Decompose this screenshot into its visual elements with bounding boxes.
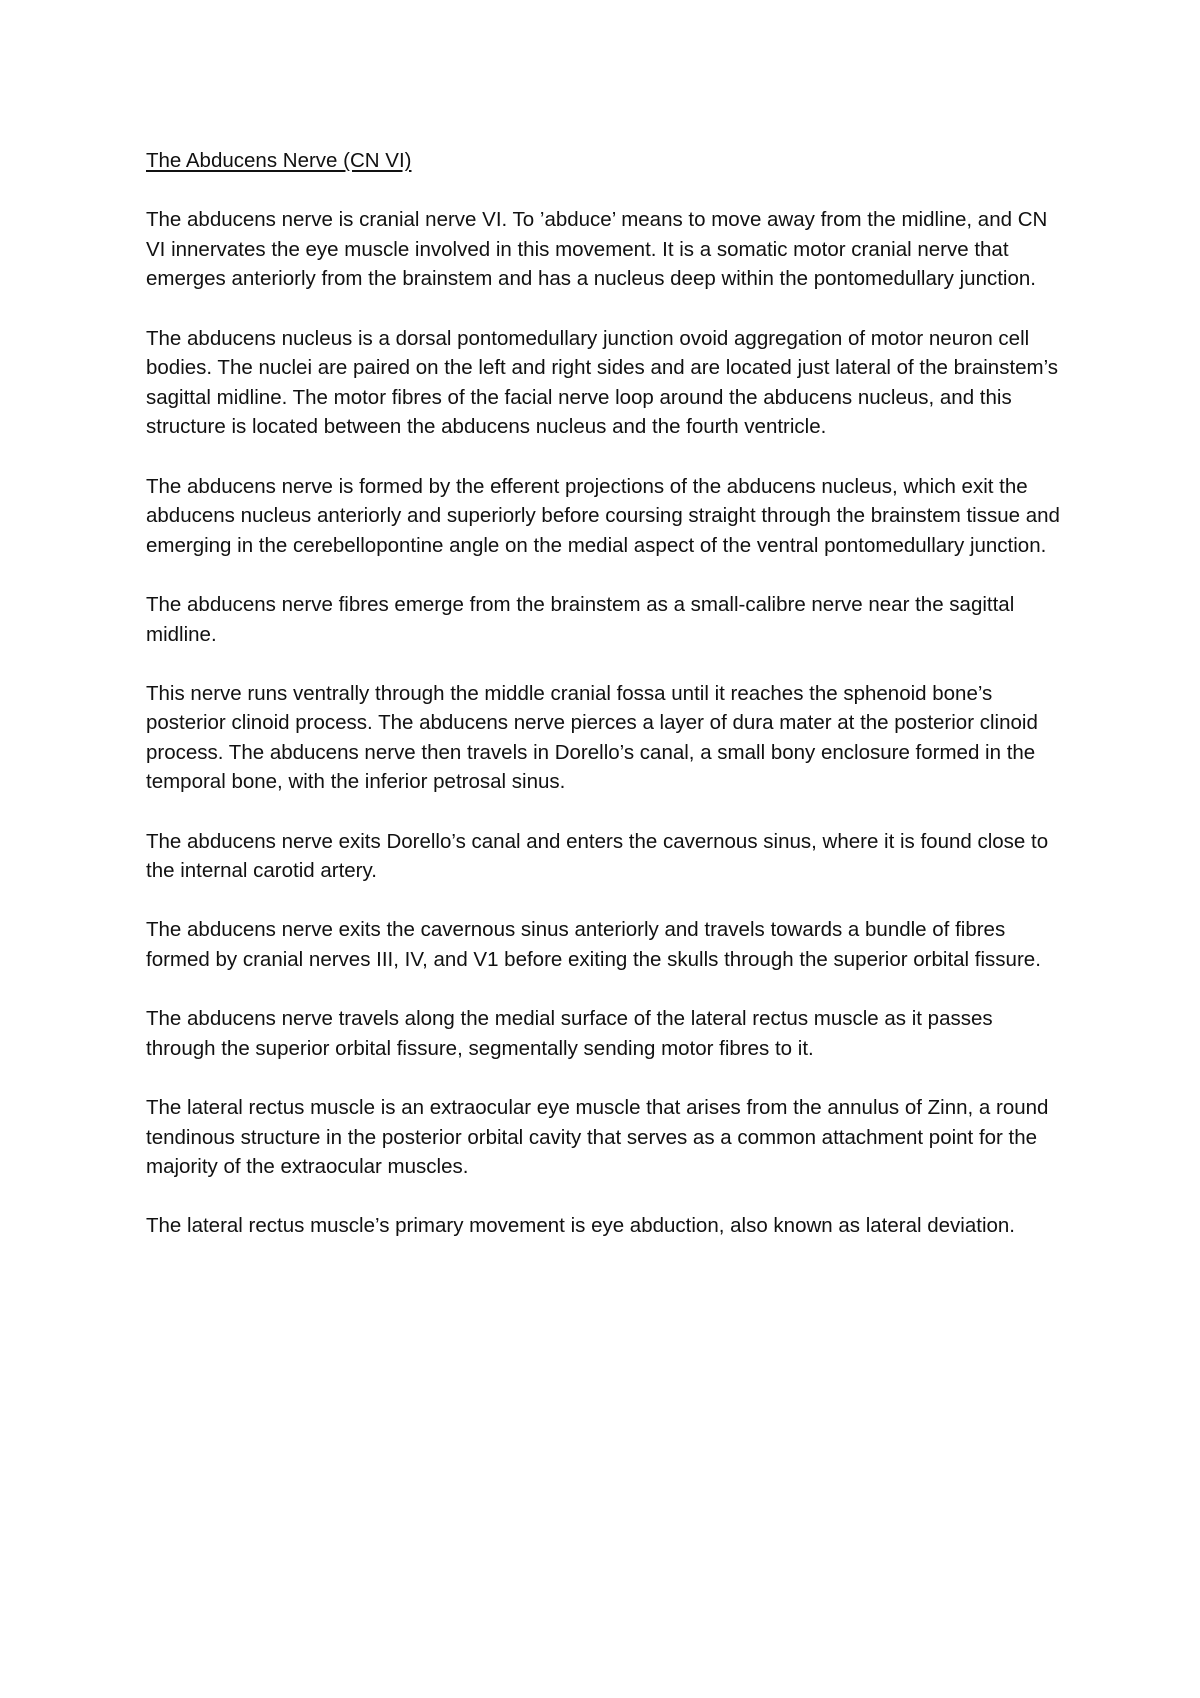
paragraph-3: The abducens nerve is formed by the efferent projections of the abducens nucleus, which exit the abducens nucleus anteriorly and superiorly before coursing straight through the brainstem tissue and emerging in the cerebellopontine angle on the medial aspect of the ventral pontomedullary junction. (146, 474, 1060, 557)
paragraph-1: The abducens nerve is cranial nerve VI. To ’abduce’ means to move away from the midline, and CN VI innervates the eye muscle involved in this movement. It is a somatic motor cranial nerve that emerges anteriorly from the brainstem and has a nucleus deep within the pontomedullary junction. (146, 208, 1048, 291)
paragraph-6: The abducens nerve exits Dorello’s canal and enters the cavernous sinus, where it is found close to the internal carotid artery. (146, 829, 1049, 883)
paragraph-2: The abducens nucleus is a dorsal pontomedullary junction ovoid aggregation of motor neuron cell bodies. The nuclei are paired on the left and right sides and are located just lateral of the brainstem’s sagittal midline. The motor fibres of the facial nerve loop around the abducens nucleus, and this structure is located between the abducens nucleus and the fourth ventricle. (146, 326, 1059, 439)
paragraph-9: The lateral rectus muscle is an extraocular eye muscle that arises from the annulus of Zinn, a round tendinous structure in the posterior orbital cavity that serves as a common attachment point for the majority of the extraocular muscles. (146, 1096, 1049, 1179)
document-body (146, 146, 1066, 1271)
paragraph-4: The abducens nerve fibres emerge from the brainstem as a small-calibre nerve near the sagittal midline. (146, 592, 1015, 646)
paragraph-8: The abducens nerve travels along the medial surface of the lateral rectus muscle as it passes through the superior orbital fissure, segmentally sending motor fibres to it. (146, 1007, 993, 1060)
paragraph-10: The lateral rectus muscle’s primary movement is eye abduction, also known as lateral deviation. (146, 1214, 1015, 1238)
paragraph-7: The abducens nerve exits the cavernous sinus anteriorly and travels towards a bundle of fibres formed by cranial nerves III, IV, and V1 before exiting the skulls through the superior orbital fissure. (146, 918, 1041, 972)
paragraph-5: This nerve runs ventrally through the middle cranial fossa until it reaches the sphenoid bone’s posterior clinoid process. The abducens nerve pierces a layer of dura mater at the posterior clinoid process. The abducens nerve then travels in Dorello’s canal, a small bony enclosure formed in the temporal bone, with the inferior petrosal sinus. (146, 681, 1038, 794)
document-title: The Abducens Nerve (CN VI) (146, 149, 412, 172)
